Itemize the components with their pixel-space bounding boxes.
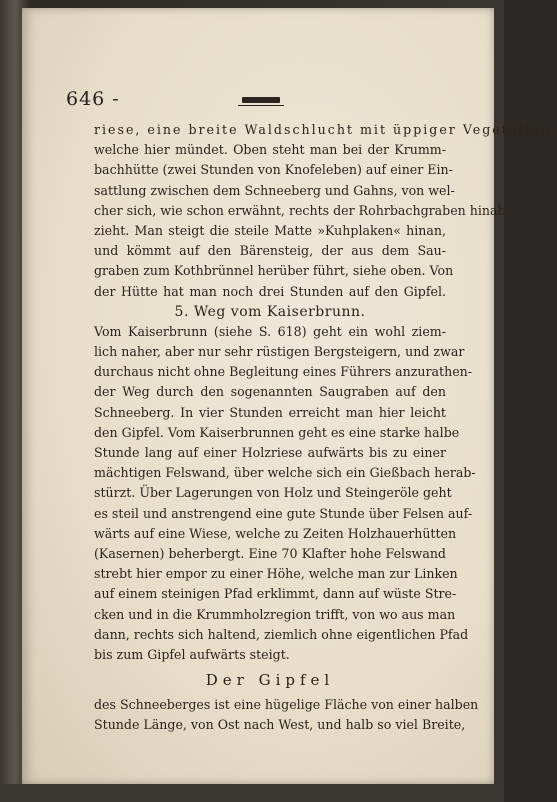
text-line: und kömmt auf den Bärensteig, der aus dem Sau- bbox=[94, 243, 446, 259]
page-number: 646 - bbox=[66, 88, 120, 110]
text-line: Vom Kaiserbrunn (siehe S. 618) geht ein wohl ziem- bbox=[94, 323, 446, 339]
section-heading-summit: Der Gipfel bbox=[205, 671, 335, 690]
text-line: bachhütte (zwei Stunden von Knofeleben) auf einer Ein- bbox=[94, 162, 453, 178]
text-line: graben zum Kothbrünnel herüber führt, siehe oben. Von bbox=[94, 263, 454, 279]
text-line: stürzt. Über Lagerungen von Holz und Steingeröle geht bbox=[94, 485, 452, 501]
text-line: Stunde lang auf einer Holzriese aufwärts bis zu einer bbox=[94, 445, 446, 460]
text-line: strebt hier empor zu einer Höhe, welche man zur Linken bbox=[94, 566, 458, 582]
page-body bbox=[94, 120, 557, 735]
text-line: der Hütte hat man noch drei Stunden auf den Gipfel. bbox=[94, 283, 446, 299]
page-bottom-edge bbox=[0, 784, 504, 802]
text-line: zieht. Man steigt die steile Matte »Kuhplaken« hinan, bbox=[94, 222, 446, 238]
text-line: (Kasernen) beherbergt. Eine 70 Klafter hohe Felswand bbox=[94, 545, 446, 561]
text-line: wärts auf eine Wiese, welche zu Zeiten Holzhauerhütten bbox=[94, 525, 457, 541]
text-line: durchaus nicht ohne Begleitung eines Führers anzurathen- bbox=[94, 364, 473, 380]
text-line: Stunde Länge, von Ost nach West, und halb so viel Breite, bbox=[94, 717, 466, 733]
text-line: welche hier mündet. Oben steht man bei der Krumm- bbox=[94, 142, 446, 158]
text-line: sattlung zwischen dem Schneeberg und Gahns, von wel- bbox=[94, 182, 455, 198]
text-line: lich naher, aber nur sehr rüstigen Bergsteigern, und zwar bbox=[94, 344, 465, 360]
text-line: cken und in die Krummholzregion trifft, von wo aus man bbox=[94, 606, 456, 622]
text-line: bis zum Gipfel aufwärts steigt. bbox=[94, 646, 290, 662]
text-line: cher sich, wie schon erwähnt, rechts der Rohrbachgraben hinab, bbox=[94, 202, 510, 218]
text-line: es steil und anstrengend eine gute Stunde über Felsen auf- bbox=[94, 505, 473, 521]
section-heading: 5. Weg vom Kaiserbrunn. bbox=[174, 303, 366, 320]
text-line: der Weg durch den sogenannten Saugraben auf den bbox=[94, 384, 446, 400]
text-line: den Gipfel. Vom Kaiserbrunnen geht es eine starke halbe bbox=[94, 424, 460, 440]
text-line: auf einem steinigen Pfad erklimmt, dann auf wüste Stre- bbox=[94, 586, 457, 602]
page-header bbox=[66, 88, 446, 114]
text-line: Schneeberg. In vier Stunden erreicht man hier leicht bbox=[94, 404, 446, 420]
text-line: mächtigen Felswand, über welche sich ein Gießbach herab- bbox=[94, 465, 476, 481]
header-ornament bbox=[242, 97, 280, 103]
text-line: riese, eine breite Waldschlucht mit üppiger Vegetation, bbox=[94, 122, 557, 137]
text-line: des Schneeberges ist eine hügelige Fläche von einer halben bbox=[94, 697, 479, 713]
text-line: dann, rechts sich haltend, ziemlich ohne eigentlichen Pfad bbox=[94, 626, 469, 642]
